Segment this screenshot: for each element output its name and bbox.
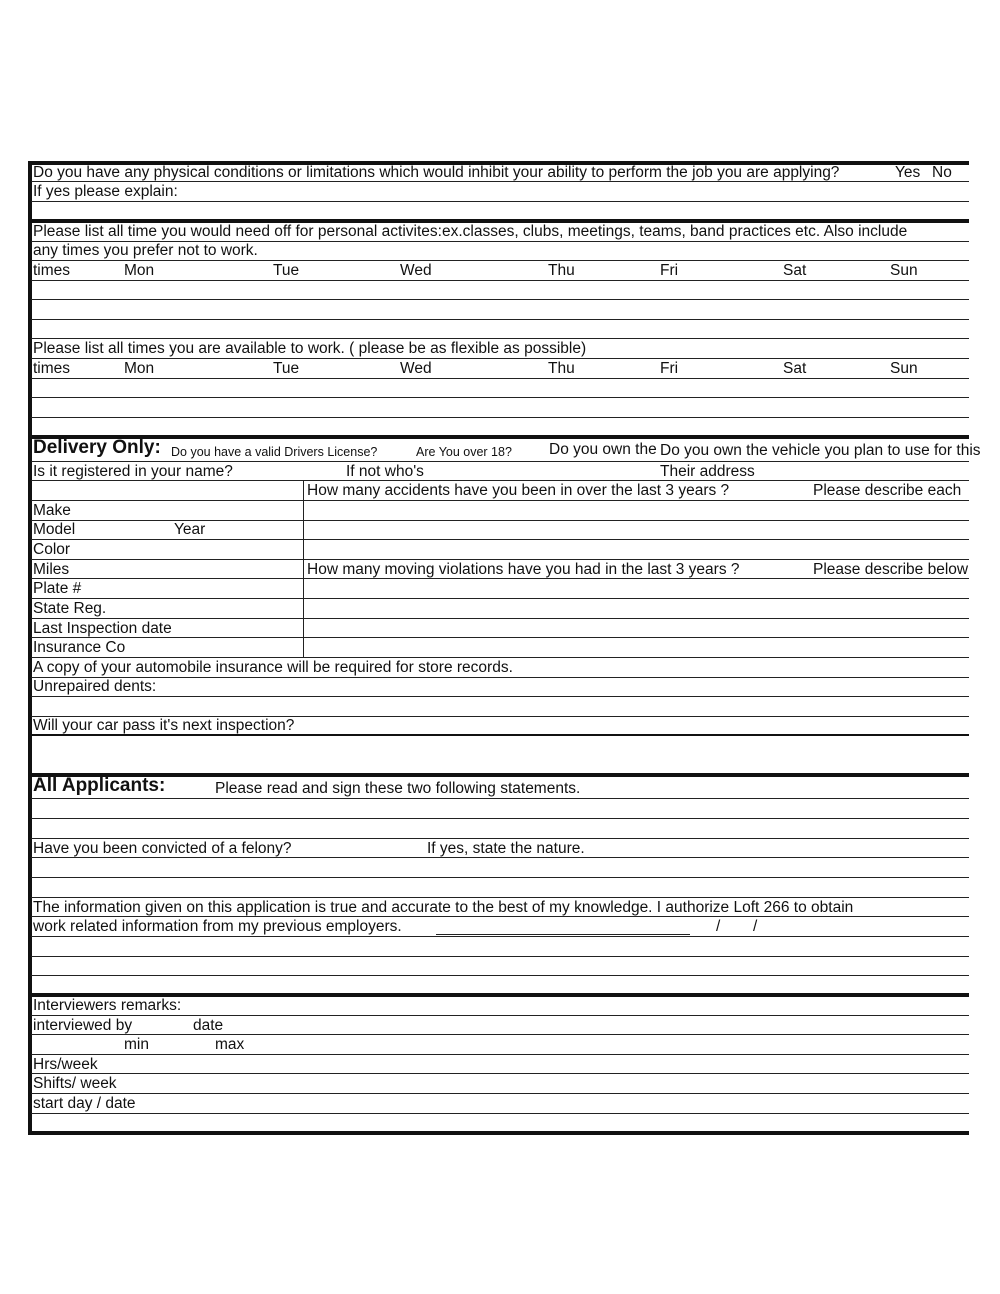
form-rule [31,818,969,819]
their-address-label: Their address [660,463,755,480]
day-header-sat: Sat [783,262,807,279]
day-header-wed: Wed [400,262,432,279]
physical-yes-option[interactable]: Yes [895,164,921,181]
date-separator: / [753,918,758,935]
section-divider [31,773,969,777]
day-header-mon: Mon [124,262,155,279]
interviewed-by-label: interviewed by [33,1017,133,1034]
section-divider [31,1131,969,1135]
describe-below-label: Please describe below [813,561,969,578]
form-rule [31,539,969,540]
day-header-wed: Wed [400,360,432,377]
if-not-whos-label: If not who's [346,463,424,480]
vehicle-column-divider [303,480,304,657]
time-off-text-line1: Please list all time you would need off for personal activites:ex.classes, clubs, meetings, teams, band practices etc. Also include [33,223,908,240]
dents-label: Unrepaired dents: [33,678,157,695]
time-off-text-line2: any times you prefer not to work. [33,242,258,259]
form-rule [31,260,969,261]
form-rule [31,677,969,678]
day-header-sun: Sun [890,360,918,377]
form-rule [31,637,969,638]
day-header-fri: Fri [660,360,679,377]
form-rule [31,1015,969,1016]
applicants-instruction: Please read and sign these two following statements. [215,780,581,797]
form-rule [31,559,969,560]
delivery-heading: Delivery Only: [33,437,161,458]
physical-explain-label: If yes please explain: [33,183,178,200]
time-off-row-line[interactable] [31,319,969,320]
form-rule [31,1113,969,1114]
form-rule [31,975,969,976]
registered-question: Is it registered in your name? [33,463,233,480]
shifts-week-label: Shifts/ week [33,1075,117,1092]
form-rule [31,838,969,839]
over18-question: Are You over 18? [416,445,512,459]
physical-no-option[interactable]: No [932,164,952,181]
all-applicants-heading: All Applicants: [33,775,166,796]
form-rule [31,480,969,481]
insurance-co-label: Insurance Co [33,639,126,656]
violations-question: How many moving violations have you had in the last 3 years ? [307,561,740,578]
pass-inspection-question: Will your car pass it's next inspection? [33,717,295,734]
felony-answer-line[interactable] [31,877,969,878]
year-label: Year [174,521,206,538]
availability-row-line[interactable] [31,417,969,418]
form-rule [31,181,969,182]
form-rule [31,358,969,359]
plate-label: Plate # [33,580,82,597]
form-rule [31,338,969,339]
interviewer-remarks-label: Interviewers remarks: [33,997,182,1014]
form-rule [31,956,969,957]
form-rule [31,520,969,521]
availability-text: Please list all times you are available to work. ( please be as flexible as possible) [33,340,587,357]
times-header: times [33,262,71,279]
felony-question: Have you been convicted of a felony? [33,840,292,857]
inspection-date-label: Last Inspection date [33,620,172,637]
felony-nature-label: If yes, state the nature. [427,840,585,857]
make-label: Make [33,502,71,519]
describe-each-label: Please describe each [813,482,962,499]
felony-answer-line[interactable] [31,857,969,858]
physical-question: Do you have any physical conditions or limitations which would inhibit your ability to perform the job you are applying? [33,164,840,181]
section-divider [31,734,969,736]
model-label: Model [33,521,76,538]
start-day-label: start day / date [33,1095,136,1112]
accidents-question: How many accidents have you been in over the last 3 years ? [307,482,730,499]
form-rule [31,500,969,501]
form-rule [31,1093,969,1094]
availability-row-line[interactable] [31,378,969,379]
form-rule [31,936,969,937]
hrs-week-label: Hrs/week [33,1056,98,1073]
availability-row-line[interactable] [31,397,969,398]
statement-line1: The information given on this application is true and accurate to the best of my knowledge. I authorize Loft 266 to obtain [33,899,854,916]
physical-explain-line[interactable] [31,201,969,202]
own-vehicle-question: Do you own the vehicle you plan to use for this [660,442,981,459]
form-rule [31,657,969,658]
max-label: max [215,1036,245,1053]
date-separator: / [716,918,721,935]
day-header-sat: Sat [783,360,807,377]
form-rule [31,618,969,619]
form-left-border [28,161,32,1135]
signature-line[interactable] [436,934,690,935]
time-off-row-line[interactable] [31,299,969,300]
time-off-row-line[interactable] [31,280,969,281]
miles-label: Miles [33,561,70,578]
min-label: min [124,1036,149,1053]
color-label: Color [33,541,71,558]
interview-date-label: date [193,1017,224,1034]
form-rule [31,1073,969,1074]
form-rule [31,798,969,799]
form-rule [31,598,969,599]
state-reg-label: State Reg. [33,600,107,617]
form-rule [31,461,969,462]
form-rule [31,578,969,579]
form-rule [31,1034,969,1035]
day-header-thu: Thu [548,360,575,377]
own-the-question: Do you own the [549,441,657,458]
times-header: times [33,360,71,377]
form-rule [31,897,969,898]
form-rule [31,1054,969,1055]
day-header-fri: Fri [660,262,679,279]
day-header-tue: Tue [273,262,300,279]
license-question: Do you have a valid Drivers License? [171,445,378,459]
insurance-note: A copy of your automobile insurance will be required for store records. [33,659,513,676]
dents-answer-line[interactable] [31,696,969,697]
day-header-sun: Sun [890,262,918,279]
day-header-mon: Mon [124,360,155,377]
statement-line2: work related information from my previous employers. [33,918,402,935]
day-header-tue: Tue [273,360,300,377]
section-divider [31,435,969,439]
day-header-thu: Thu [548,262,575,279]
form-rule [31,916,969,917]
